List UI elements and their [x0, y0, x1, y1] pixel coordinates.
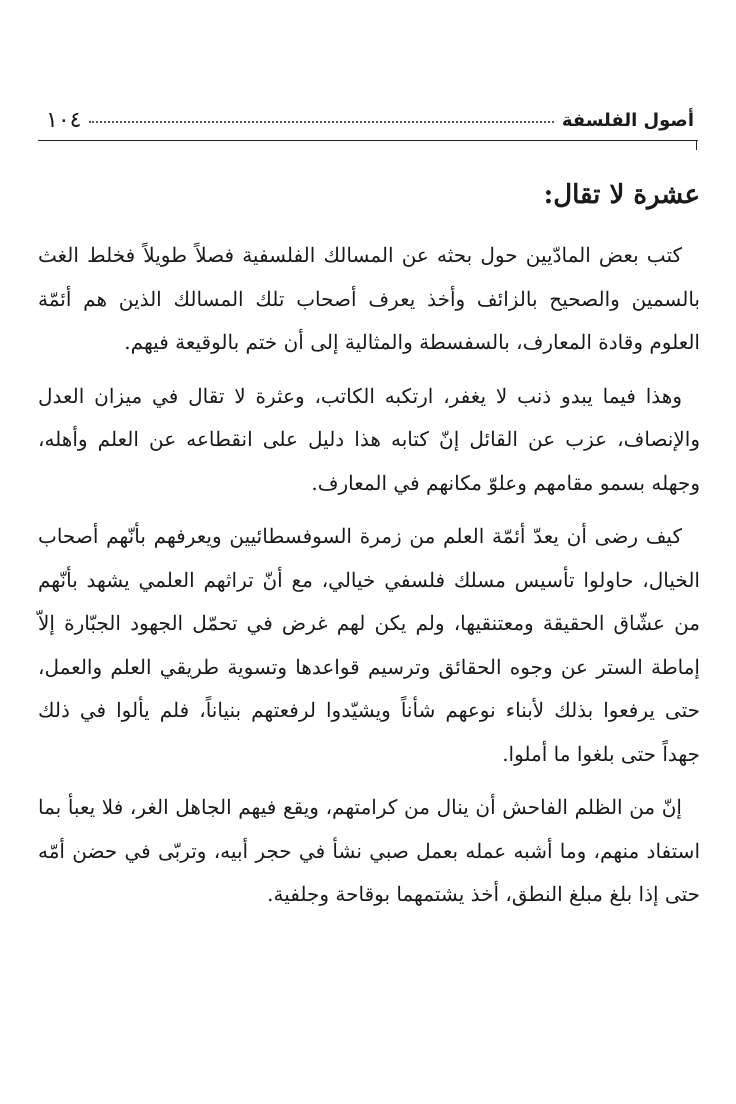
paragraph-2: وهذا فيما يبدو ذنب لا يغفر، ارتكبه الكاتب، وعثرة لا تقال في ميزان العدل والإنصاف، عزب عن القائل إنّ كتابه هذا دليل على انقطاعه عن العلم وأهله، وجهله بسمو مقامهم وعلوّ مكانهم في المعارف. — [38, 383, 700, 495]
page-body — [38, 180, 700, 927]
paragraph-4: إنّ من الظلم الفاحش أن ينال من كرامتهم، ويقع فيهم الجاهل الغر، فلا يعبأ بما استفاد منهم، وما أشبه عمله بعمل صبي نشأ في حجر أبيه، وتربّى في حضن أمّه حتى إذا بلغ مبلغ النطق، أخذ يشتمهما بوقاحة وجلفية. — [38, 795, 700, 906]
running-title: أصول الفلسفة — [561, 109, 694, 131]
header-rule-tick — [696, 140, 697, 150]
paragraph-1: كتب بعض المادّيين حول بحثه عن المسالك الفلسفية فصلاً طويلاً فخلط الغث بالسمين والصحيح بالزائف وأخذ يعرف أصحاب تلك المسالك الذين هم أئمّة العلوم وقادة المعارف، بالسفسطة والمثالية إلى أن ختم بالوقيعة فيهم. — [38, 243, 701, 354]
section-title: عشرة لا تقال: — [543, 180, 700, 210]
header-rule — [38, 140, 698, 141]
page-header — [38, 100, 698, 140]
paragraph-3: كيف رضى أن يعدّ أئمّة العلم من زمرة السوفسطائيين ويعرفهم بأنّهم أصحاب الخيال، حاولوا تأسيس مسلك فلسفي خيالي، مع أنّ تراثهم العلمي يشهد بأنّهم من عشّاق الحقيقة ومعتنقيها، ولم يكن لهم غرض في تحمّل الجهود الجبّارة إلاّ إماطة الستر عن وجوه الحقائق وترسيم قواعدها وتسوية طريقي العلم والعمل، حتى يرفعوا بذلك لأبناء نوعهم شأناً ويشيّدوا لرفعتهم بنياناً، فلم يألوا في ذلك جهداً حتى بلغوا ما أملوا. — [38, 524, 700, 766]
header-dotted-leader — [89, 121, 553, 123]
page-number: ١٠٤ — [46, 107, 82, 133]
